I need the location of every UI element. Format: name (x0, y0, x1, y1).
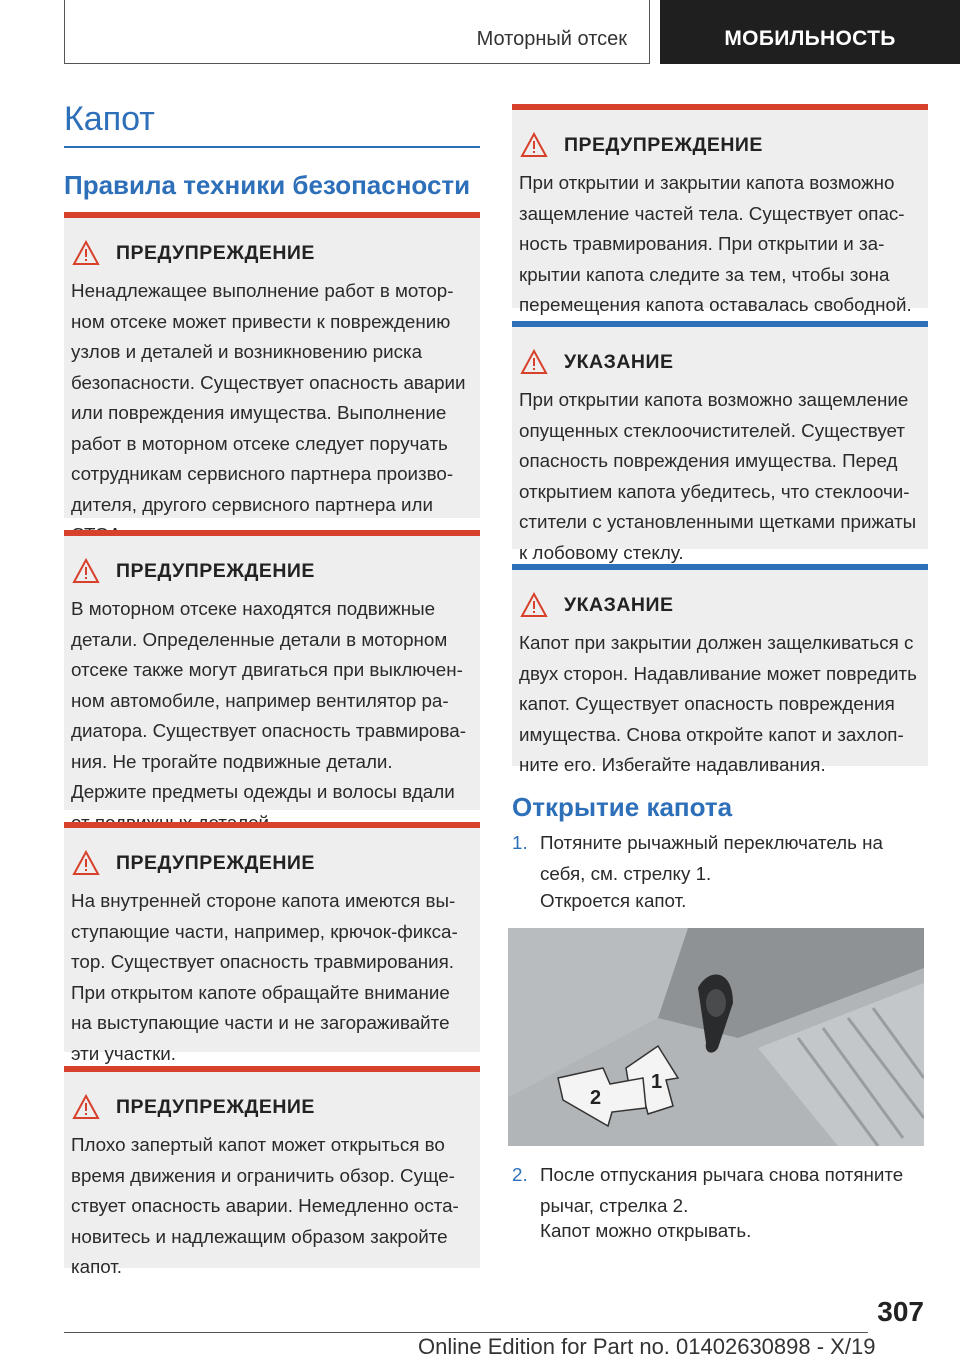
warning-bar (64, 212, 480, 218)
step-text (540, 828, 930, 889)
warning-text (71, 886, 474, 1069)
text-line: работ в моторном отсеке следует поручать (71, 432, 448, 454)
arrow-2-label: 2 (590, 1087, 602, 1109)
warning-triangle-icon (72, 558, 100, 584)
warning-bar (512, 104, 928, 110)
warning-label: ПРЕДУПРЕЖДЕНИЕ (116, 1095, 315, 1118)
text-line: капот. (71, 1256, 123, 1277)
text-line: Держите предметы одежды и волосы вдали (71, 781, 455, 802)
notice-label: УКАЗАНИЕ (564, 593, 674, 616)
warning-label: ПРЕДУПРЕЖДЕНИЕ (116, 559, 315, 582)
warning-heading (72, 848, 315, 878)
warning-text (71, 1130, 474, 1283)
text-line: ном автомобиле, например вентилятор ра- (71, 689, 449, 711)
text-line: Потяните рычажный переключатель на (540, 832, 883, 853)
section-tab (64, 0, 650, 64)
warning-heading (72, 238, 315, 268)
warning-bar (64, 530, 480, 536)
text-line: На внутренней стороне капота имеются вы- (71, 890, 456, 911)
notice-bar (512, 564, 928, 570)
warning-box-4 (64, 1066, 480, 1277)
text-line: Капот при закрытии должен защелкиваться с (519, 632, 914, 653)
text-line: ния. Не трогайте подвижные детали. (71, 750, 393, 772)
step-result: Капот можно открывать. (540, 1220, 752, 1241)
section-heading-opening: Открытие капота (512, 792, 733, 822)
text-line: ствует опасность аварии. Немедленно оста- (71, 1195, 459, 1216)
text-line: В моторном отсеке находятся подвижные (71, 598, 436, 619)
warning-bar (64, 1066, 480, 1072)
text-line: Плохо запертый капот может открыться во (71, 1134, 445, 1155)
text-line: отсеке также могут двигаться при выключен- (71, 659, 463, 680)
arrow-1-label: 1 (651, 1071, 663, 1093)
text-line: При открытии и закрытии капота возможно (519, 172, 895, 193)
warning-text (519, 168, 922, 321)
warning-text (71, 276, 474, 551)
text-line: защемление частей тела. Существует опас- (519, 202, 905, 224)
text-line: При открытом капоте обращайте внимание (71, 981, 450, 1003)
text-line: себя, см. стрелку 1. (540, 862, 712, 884)
warning-label: ПРЕДУПРЕЖДЕНИЕ (116, 241, 315, 264)
warning-text (71, 594, 474, 838)
text-line: двух сторон. Надавливание может повредить (519, 662, 917, 684)
notice-bar (512, 321, 928, 327)
text-line: открытием капота убедитесь, что стеклоочи- (519, 480, 910, 502)
warning-heading (72, 1092, 315, 1122)
text-line: рычаг, стрелка 2. (540, 1194, 689, 1216)
warning-box-3 (64, 822, 480, 1064)
text-line: время движения и ограничить обзор. Суще- (71, 1164, 455, 1186)
notice-heading (520, 590, 674, 620)
page-header (0, 0, 960, 66)
page-number: 307 (877, 1296, 924, 1327)
step-number: 2. (512, 1164, 528, 1185)
text-line: к лобовому стеклу. (519, 541, 684, 563)
text-line: ните его. Избегайте надавливания. (519, 754, 826, 775)
text-line: После отпускания рычага снова потяните (540, 1164, 904, 1185)
warning-box-2 (64, 530, 480, 810)
text-line: эти участки. (71, 1042, 177, 1064)
warning-triangle-icon (72, 1094, 100, 1120)
text-line: имущества. Снова откройте капот и захлоп- (519, 723, 904, 745)
text-line: безопасности. Существует опасность аварии (71, 371, 466, 393)
text-line: крытии капота следите за тем, чтобы зона (519, 263, 890, 285)
title-rule (64, 146, 480, 148)
warning-triangle-icon (520, 132, 548, 158)
warning-label: ПРЕДУПРЕЖДЕНИЕ (564, 133, 763, 156)
text-line: При открытии капота возможно защемление (519, 389, 909, 410)
text-line: ступающие части, например, крючок-фикса- (71, 920, 458, 942)
warning-bar (64, 822, 480, 828)
text-line: ном отсеке может привести к повреждению (71, 310, 451, 332)
warning-triangle-icon (520, 349, 548, 375)
text-line: сотрудникам сервисного партнера произво- (71, 463, 454, 484)
text-line: ность травмирования. При открытии и за- (519, 233, 885, 254)
notice-box-2 (512, 564, 928, 775)
step-number: 1. (512, 832, 528, 853)
text-line: опущенных стеклоочистителей. Существует (519, 419, 905, 441)
notice-text (519, 628, 922, 781)
footer-rule (64, 1332, 868, 1333)
notice-box-1 (512, 321, 928, 563)
section-heading-safety: Правила техники безопасности (64, 170, 471, 200)
section-tab-label: Моторный отсек (476, 28, 627, 50)
text-line: стители с установленными щетками прижаты (519, 511, 917, 532)
text-line: тор. Существует опасность травмирования. (71, 951, 455, 972)
notice-label: УКАЗАНИЕ (564, 350, 674, 373)
notice-text (519, 385, 922, 568)
step-result: Откроется капот. (540, 890, 687, 911)
text-line: перемещения капота оставалась свободной. (519, 294, 912, 315)
warning-heading (520, 130, 763, 160)
warning-triangle-icon (72, 240, 100, 266)
warning-box-1 (64, 212, 480, 518)
text-line: узлов и деталей и возникновению риска (71, 341, 423, 362)
text-line: на выступающие части и не загораживайте (71, 1012, 450, 1033)
page-title: Капот (64, 100, 155, 138)
text-line: капот. Существует опасность повреждения (519, 693, 895, 714)
chapter-tab (660, 0, 960, 64)
step-text (540, 1160, 930, 1221)
hood-release-figure (508, 928, 924, 1146)
text-line: Ненадлежащее выполнение работ в мотор- (71, 280, 454, 301)
text-line: новитесь и надлежащим образом закройте (71, 1225, 448, 1247)
warning-heading (72, 556, 315, 586)
text-line: или повреждения имущества. Выполнение (71, 402, 447, 423)
chapter-tab-label: МОБИЛЬНОСТЬ (724, 27, 896, 50)
notice-heading (520, 347, 674, 377)
edition-footer: Online Edition for Part no. 01402630898 - X/19 (418, 1334, 876, 1359)
hood-release-illustration (508, 928, 924, 1146)
warning-triangle-icon (72, 850, 100, 876)
warning-triangle-icon (520, 592, 548, 618)
text-line: детали. Определенные детали в моторном (71, 628, 448, 650)
warning-box-5 (512, 104, 928, 315)
text-line: дителя, другого сервисного партнера или (71, 493, 433, 515)
warning-label: ПРЕДУПРЕЖДЕНИЕ (116, 851, 315, 874)
text-line: опасность повреждения имущества. Перед (519, 450, 898, 471)
text-line: диатора. Существует опасность травмирова- (71, 720, 466, 741)
